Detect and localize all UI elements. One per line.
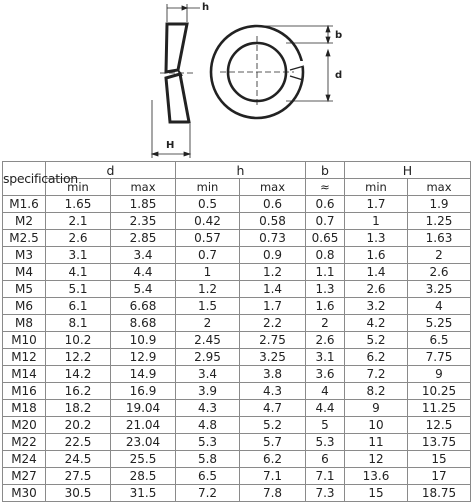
value-cell: 5.4 xyxy=(111,281,176,298)
value-cell: 7.2 xyxy=(176,485,240,502)
spec-name-cell: M2.5 xyxy=(3,230,46,247)
value-cell: 1.4 xyxy=(240,281,306,298)
table-row xyxy=(3,196,471,213)
value-cell: 2 xyxy=(176,315,240,332)
value-cell: 1.25 xyxy=(408,213,471,230)
value-cell: 13.6 xyxy=(345,468,408,485)
table-row xyxy=(3,451,471,468)
value-cell: 21.04 xyxy=(111,417,176,434)
value-cell: 27.5 xyxy=(46,468,111,485)
value-cell: 5 xyxy=(306,417,345,434)
value-cell: 4.7 xyxy=(240,400,306,417)
value-cell: 0.8 xyxy=(306,247,345,264)
h-dimension xyxy=(167,4,200,22)
value-cell: 2.6 xyxy=(46,230,111,247)
washer-front-view xyxy=(211,26,305,118)
value-cell: 7.3 xyxy=(306,485,345,502)
value-cell: 3.6 xyxy=(306,366,345,383)
value-cell: 6.5 xyxy=(408,332,471,349)
table-row xyxy=(3,434,471,451)
value-cell: 28.5 xyxy=(111,468,176,485)
value-cell: 23.04 xyxy=(111,434,176,451)
value-cell: 1.85 xyxy=(111,196,176,213)
subheader: max xyxy=(408,179,471,196)
value-cell: 1.2 xyxy=(176,281,240,298)
value-cell: 7.75 xyxy=(408,349,471,366)
spec-table xyxy=(2,161,471,502)
spec-header: specification xyxy=(3,162,46,196)
value-cell: 5.7 xyxy=(240,434,306,451)
value-cell: 6.2 xyxy=(240,451,306,468)
subheader: ≈ xyxy=(306,179,345,196)
value-cell: 15 xyxy=(345,485,408,502)
table-row xyxy=(3,383,471,400)
washer-side-view xyxy=(160,24,196,122)
spec-name-cell: M3 xyxy=(3,247,46,264)
value-cell: 31.5 xyxy=(111,485,176,502)
value-cell: 16.2 xyxy=(46,383,111,400)
value-cell: 20.2 xyxy=(46,417,111,434)
value-cell: 2.85 xyxy=(111,230,176,247)
value-cell: 3.4 xyxy=(176,366,240,383)
table-row xyxy=(3,298,471,315)
value-cell: 0.73 xyxy=(240,230,306,247)
label-H: H xyxy=(166,140,175,151)
table-row xyxy=(3,417,471,434)
subheader: max xyxy=(111,179,176,196)
washer-drawing xyxy=(0,0,472,160)
value-cell: 1 xyxy=(345,213,408,230)
spec-name-cell: M24 xyxy=(3,451,46,468)
group-h-header: h xyxy=(176,162,306,179)
value-cell: 4.3 xyxy=(176,400,240,417)
value-cell: 4 xyxy=(408,298,471,315)
value-cell: 2.6 xyxy=(306,332,345,349)
value-cell: 1.4 xyxy=(345,264,408,281)
table-row xyxy=(3,264,471,281)
value-cell: 7.1 xyxy=(240,468,306,485)
value-cell: 1.63 xyxy=(408,230,471,247)
value-cell: 0.58 xyxy=(240,213,306,230)
table-row xyxy=(3,315,471,332)
spec-name-cell: M10 xyxy=(3,332,46,349)
value-cell: 1.3 xyxy=(345,230,408,247)
subheader: max xyxy=(240,179,306,196)
value-cell: 0.57 xyxy=(176,230,240,247)
spec-name-cell: M16 xyxy=(3,383,46,400)
value-cell: 7.1 xyxy=(306,468,345,485)
value-cell: 5.25 xyxy=(408,315,471,332)
value-cell: 1.2 xyxy=(240,264,306,281)
table-row xyxy=(3,400,471,417)
value-cell: 2.6 xyxy=(345,281,408,298)
value-cell: 4.2 xyxy=(345,315,408,332)
table-body xyxy=(3,196,471,502)
value-cell: 9 xyxy=(345,400,408,417)
value-cell: 7.8 xyxy=(240,485,306,502)
value-cell: 2 xyxy=(408,247,471,264)
value-cell: 18.2 xyxy=(46,400,111,417)
value-cell: 6.68 xyxy=(111,298,176,315)
spec-name-cell: M14 xyxy=(3,366,46,383)
table-row xyxy=(3,281,471,298)
value-cell: 14.9 xyxy=(111,366,176,383)
value-cell: 0.6 xyxy=(306,196,345,213)
value-cell: 0.7 xyxy=(306,213,345,230)
header-row-subheaders xyxy=(3,179,471,196)
value-cell: 10.2 xyxy=(46,332,111,349)
value-cell: 12.9 xyxy=(111,349,176,366)
group-H-header: H xyxy=(345,162,471,179)
value-cell: 3.4 xyxy=(111,247,176,264)
value-cell: 1 xyxy=(176,264,240,281)
value-cell: 2.95 xyxy=(176,349,240,366)
value-cell: 11.25 xyxy=(408,400,471,417)
value-cell: 12.5 xyxy=(408,417,471,434)
value-cell: 4 xyxy=(306,383,345,400)
label-d: d xyxy=(335,70,343,81)
value-cell: 0.6 xyxy=(240,196,306,213)
table-row xyxy=(3,230,471,247)
value-cell: 3.25 xyxy=(240,349,306,366)
label-b: b xyxy=(335,30,343,41)
value-cell: 12.2 xyxy=(46,349,111,366)
value-cell: 14.2 xyxy=(46,366,111,383)
label-h: h xyxy=(202,2,210,13)
value-cell: 5.2 xyxy=(240,417,306,434)
value-cell: 0.42 xyxy=(176,213,240,230)
value-cell: 6 xyxy=(306,451,345,468)
value-cell: 8.68 xyxy=(111,315,176,332)
value-cell: 1.1 xyxy=(306,264,345,281)
subheader: min xyxy=(345,179,408,196)
value-cell: 2.75 xyxy=(240,332,306,349)
value-cell: 3.8 xyxy=(240,366,306,383)
value-cell: 0.65 xyxy=(306,230,345,247)
spec-name-cell: M27 xyxy=(3,468,46,485)
value-cell: 2.35 xyxy=(111,213,176,230)
spec-name-cell: M6 xyxy=(3,298,46,315)
value-cell: 10.9 xyxy=(111,332,176,349)
value-cell: 1.7 xyxy=(240,298,306,315)
value-cell: 18.75 xyxy=(408,485,471,502)
table-row xyxy=(3,247,471,264)
table-row xyxy=(3,366,471,383)
value-cell: 3.2 xyxy=(345,298,408,315)
spec-name-cell: M1.6 xyxy=(3,196,46,213)
spec-name-cell: M2 xyxy=(3,213,46,230)
value-cell: 0.9 xyxy=(240,247,306,264)
subheader: min xyxy=(46,179,111,196)
value-cell: 2 xyxy=(306,315,345,332)
value-cell: 19.04 xyxy=(111,400,176,417)
value-cell: 1.7 xyxy=(345,196,408,213)
value-cell: 3.25 xyxy=(408,281,471,298)
value-cell: 2.6 xyxy=(408,264,471,281)
value-cell: 22.5 xyxy=(46,434,111,451)
value-cell: 3.1 xyxy=(46,247,111,264)
value-cell: 10.25 xyxy=(408,383,471,400)
value-cell: 1.5 xyxy=(176,298,240,315)
value-cell: 10 xyxy=(345,417,408,434)
value-cell: 9 xyxy=(408,366,471,383)
value-cell: 15 xyxy=(408,451,471,468)
value-cell: 1.9 xyxy=(408,196,471,213)
value-cell: 12 xyxy=(345,451,408,468)
value-cell: 6.1 xyxy=(46,298,111,315)
spec-name-cell: M18 xyxy=(3,400,46,417)
value-cell: 3.1 xyxy=(306,349,345,366)
value-cell: 1.65 xyxy=(46,196,111,213)
spec-name-cell: M12 xyxy=(3,349,46,366)
value-cell: 1.6 xyxy=(306,298,345,315)
subheader: min xyxy=(176,179,240,196)
value-cell: 8.2 xyxy=(345,383,408,400)
table-row xyxy=(3,468,471,485)
value-cell: 30.5 xyxy=(46,485,111,502)
value-cell: 3.9 xyxy=(176,383,240,400)
value-cell: 5.1 xyxy=(46,281,111,298)
table-row xyxy=(3,485,471,502)
value-cell: 2.2 xyxy=(240,315,306,332)
value-cell: 6.2 xyxy=(345,349,408,366)
value-cell: 2.1 xyxy=(46,213,111,230)
spec-name-cell: M30 xyxy=(3,485,46,502)
value-cell: 1.3 xyxy=(306,281,345,298)
value-cell: 11 xyxy=(345,434,408,451)
value-cell: 8.1 xyxy=(46,315,111,332)
value-cell: 5.2 xyxy=(345,332,408,349)
value-cell: 7.2 xyxy=(345,366,408,383)
value-cell: 5.3 xyxy=(176,434,240,451)
value-cell: 25.5 xyxy=(111,451,176,468)
group-b-header: b xyxy=(306,162,345,179)
spec-name-cell: M22 xyxy=(3,434,46,451)
value-cell: 6.5 xyxy=(176,468,240,485)
spec-name-cell: M4 xyxy=(3,264,46,281)
value-cell: 4.3 xyxy=(240,383,306,400)
value-cell: 2.45 xyxy=(176,332,240,349)
value-cell: 4.1 xyxy=(46,264,111,281)
value-cell: 4.8 xyxy=(176,417,240,434)
value-cell: 24.5 xyxy=(46,451,111,468)
spec-name-cell: M20 xyxy=(3,417,46,434)
value-cell: 16.9 xyxy=(111,383,176,400)
value-cell: 4.4 xyxy=(111,264,176,281)
value-cell: 4.4 xyxy=(306,400,345,417)
header-row-groups xyxy=(3,162,471,179)
value-cell: 13.75 xyxy=(408,434,471,451)
group-d-header: d xyxy=(46,162,176,179)
spec-name-cell: M5 xyxy=(3,281,46,298)
spec-name-cell: M8 xyxy=(3,315,46,332)
table-row xyxy=(3,332,471,349)
value-cell: 0.7 xyxy=(176,247,240,264)
value-cell: 0.5 xyxy=(176,196,240,213)
table-row xyxy=(3,213,471,230)
value-cell: 5.3 xyxy=(306,434,345,451)
value-cell: 17 xyxy=(408,468,471,485)
value-cell: 5.8 xyxy=(176,451,240,468)
table-row xyxy=(3,349,471,366)
value-cell: 1.6 xyxy=(345,247,408,264)
